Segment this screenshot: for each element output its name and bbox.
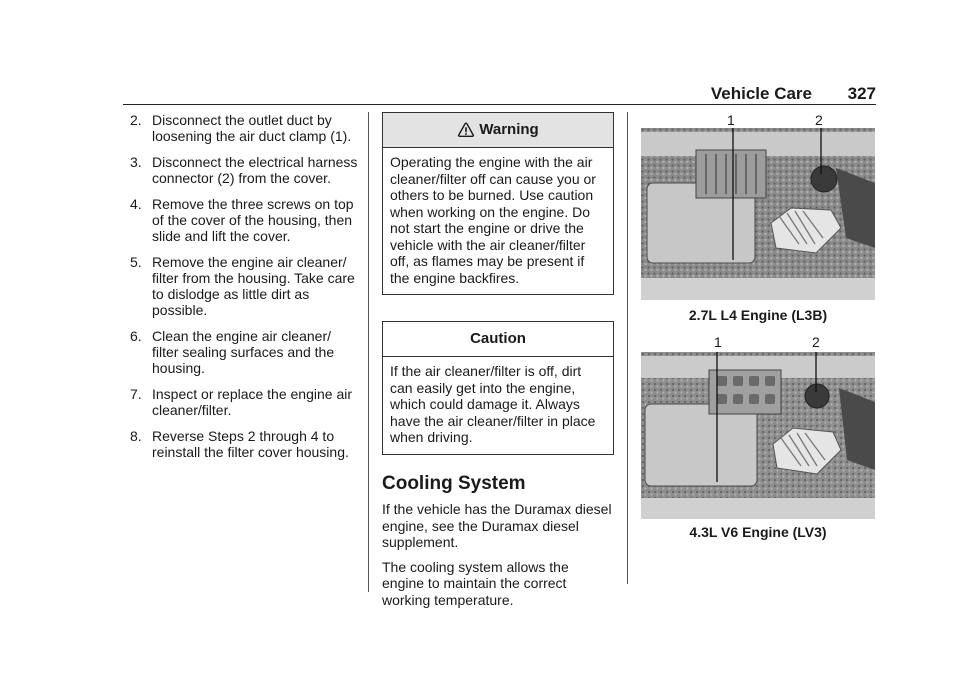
step-text: Disconnect the outlet duct by loosening the air duct clamp (1). bbox=[152, 112, 352, 144]
step-number: 3. bbox=[130, 154, 142, 170]
column-divider-2 bbox=[627, 112, 628, 584]
step-item bbox=[130, 154, 360, 186]
step-number: 8. bbox=[130, 428, 142, 444]
warning-text: Operating the engine with the air cleaner/filter off can cause you or others to be burned. Use caution when working on the engine. Do not start the engine or drive the vehicle with the air cleaner/filter off, as flames may be present if the engine backfires. bbox=[390, 154, 596, 286]
step-item bbox=[130, 112, 360, 144]
caution-box bbox=[382, 321, 614, 455]
cooling-system-heading: Cooling System bbox=[382, 472, 526, 494]
warning-icon bbox=[457, 121, 475, 139]
caution-header bbox=[383, 322, 613, 357]
figure-l3b bbox=[641, 112, 875, 324]
warning-header bbox=[383, 113, 613, 148]
callout-1: 1 bbox=[727, 112, 735, 128]
step-item bbox=[130, 196, 360, 244]
figure-caption: 4.3L V6 Engine (LV3) bbox=[689, 524, 827, 540]
callout-1: 1 bbox=[714, 334, 722, 350]
column-divider-1 bbox=[368, 112, 369, 592]
step-item bbox=[130, 254, 360, 318]
step-text: Disconnect the electrical harness connector (2) from the cover. bbox=[152, 154, 358, 186]
page-header bbox=[706, 84, 876, 104]
figure-lv3 bbox=[641, 334, 875, 544]
step-item bbox=[130, 328, 360, 376]
caution-title: Caution bbox=[470, 329, 526, 347]
engine-l3b-illustration bbox=[641, 128, 875, 300]
page-number: 327 bbox=[847, 84, 876, 103]
step-text: Remove the three screws on top of the cover of the housing, then slide and lift the cover. bbox=[152, 196, 354, 244]
step-number: 5. bbox=[130, 254, 142, 270]
section-title-header: Vehicle Care bbox=[710, 84, 812, 103]
figure-caption: 2.7L L4 Engine (L3B) bbox=[688, 307, 828, 323]
step-item bbox=[130, 428, 360, 460]
step-text: Clean the engine air cleaner/ filter sealing surfaces and the housing. bbox=[152, 328, 335, 376]
step-text: Remove the engine air cleaner/ filter from the housing. Take care to dislodge as little dirt as possible. bbox=[152, 254, 355, 318]
middle-column bbox=[382, 112, 614, 616]
warning-title: Warning bbox=[479, 120, 539, 138]
cooling-paragraph-2: The cooling system allows the engine to maintain the correct working temperature. bbox=[382, 558, 569, 608]
callout-2: 2 bbox=[815, 112, 823, 128]
step-number: 6. bbox=[130, 328, 142, 344]
callout-2: 2 bbox=[812, 334, 820, 350]
caution-text: If the air cleaner/filter is off, dirt can easily get into the engine, which could damage it. Always have the air cleaner/filter in place when driving. bbox=[390, 363, 596, 445]
step-number: 2. bbox=[130, 112, 142, 128]
steps-column bbox=[130, 112, 360, 470]
step-text: Inspect or replace the engine air cleaner/filter. bbox=[152, 386, 353, 418]
step-item bbox=[130, 386, 360, 418]
warning-box bbox=[382, 112, 614, 295]
header-rule bbox=[123, 104, 876, 105]
step-number: 4. bbox=[130, 196, 142, 212]
step-text: Reverse Steps 2 through 4 to reinstall the filter cover housing. bbox=[152, 428, 349, 460]
step-number: 7. bbox=[130, 386, 142, 402]
engine-lv3-illustration bbox=[641, 352, 875, 519]
cooling-paragraph-1: If the vehicle has the Duramax diesel engine, see the Duramax diesel supplement. bbox=[382, 501, 612, 550]
